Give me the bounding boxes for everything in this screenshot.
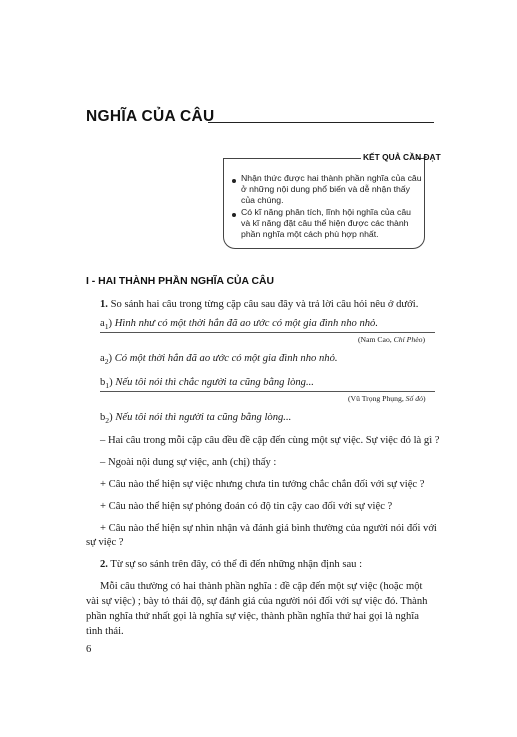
paragraph-line-1: Mỗi câu thường có hai thành phần nghĩa : đề cập đến một sự việc (hoặc một	[100, 581, 423, 592]
example-subscript: 2	[104, 357, 109, 367]
results-box-top-border	[223, 158, 361, 159]
question-1	[100, 298, 418, 312]
title-rule	[208, 122, 434, 123]
question-line-5a: + Câu nào thể hiện sự nhìn nhận và đánh giá bình thường của người nói đối với	[100, 523, 437, 534]
question-2	[100, 558, 362, 572]
question-line-3: + Câu nào thể hiện sự việc nhưng chưa tin tưởng chắc chắn đối với sự việc ?	[100, 479, 425, 490]
source-a1	[358, 335, 425, 344]
bullet-1-line-2: ở những nội dung phổ biến và dễ nhận thấy	[241, 184, 410, 194]
question-line-4: + Câu nào thể hiện sự phỏng đoán có độ tin cậy cao đối với sự việc ?	[100, 501, 393, 512]
source-author: (Nam Cao,	[358, 335, 394, 344]
question-1-number: 1.	[100, 299, 108, 310]
example-label: a	[100, 353, 105, 364]
bullet-2-line-3: phần nghĩa một cách phù hợp nhất.	[241, 229, 379, 239]
example-a1-underline	[100, 332, 435, 333]
question-line-5b: sự việc ?	[86, 537, 124, 548]
source-b1	[348, 394, 426, 403]
example-label: b	[100, 412, 106, 423]
example-subscript: 1	[105, 381, 110, 391]
bullet-2-line-2: và kĩ năng đặt câu thể hiện được các thành	[241, 218, 409, 228]
bullet-icon	[232, 179, 236, 183]
source-author: (Vũ Trọng Phụng,	[348, 394, 406, 403]
paragraph-line-4: tình thái.	[86, 626, 124, 637]
example-label: b	[100, 377, 106, 388]
results-box-heading: KẾT QUẢ CẦN ĐẠT	[363, 152, 441, 162]
example-subscript: 1	[104, 322, 109, 332]
bullet-1-line-1: Nhận thức được hai thành phần nghĩa của câu	[241, 173, 422, 183]
question-line-1: – Hai câu trong mỗi cặp câu đều đề cập đến cùng một sự việc. Sự việc đó là gì ?	[100, 435, 440, 446]
bullet-1-line-3: của chúng.	[241, 195, 284, 205]
example-a2: $a_2$) Có một thời hắn đã ao ước có một gia đình nho nhỏ.	[100, 353, 338, 367]
source-work: Chí Phèo	[393, 335, 423, 344]
paragraph-line-2: vài sự việc) ; bày tỏ thái độ, sự đánh giá của người nói đối với sự việc đó. Thành	[86, 596, 428, 607]
source-work: Số đỏ	[405, 394, 423, 403]
example-b1-text: Nếu tôi nói thì chắc người ta cũng bằng lòng...	[115, 377, 314, 388]
question-2-text: Từ sự so sánh trên đây, có thể đi đến những nhận định sau :	[110, 559, 363, 570]
page-title: NGHĨA CỦA CÂU	[86, 108, 215, 125]
source-end: )	[422, 394, 426, 403]
question-1-text: So sánh hai câu trong từng cặp câu sau đây và trả lời câu hỏi nêu ở dưới.	[110, 299, 419, 310]
example-a2-text: Có một thời hắn đã ao ước có một gia đình nho nhỏ.	[114, 353, 338, 364]
example-b1-underline	[100, 391, 435, 392]
paragraph-line-3: phần nghĩa thứ nhất gọi là nghĩa sự việc, thành phần nghĩa thứ hai gọi là nghĩa	[86, 611, 419, 622]
bullet-2-line-1: Có kĩ năng phân tích, lĩnh hội nghĩa của câu	[241, 207, 412, 217]
example-a1: $a_1$) Hình như có một thời hắn đã ao ước có một gia đình nho nhỏ.	[100, 318, 379, 332]
example-subscript: 2	[105, 416, 110, 426]
page-number: 6	[86, 644, 92, 655]
example-label: a	[100, 318, 105, 329]
section-heading: I - HAI THÀNH PHẦN NGHĨA CỦA CÂU	[86, 276, 274, 287]
question-line-2: – Ngoài nội dung sự việc, anh (chị) thấy :	[100, 457, 277, 468]
question-2-number: 2.	[100, 559, 108, 570]
example-b2-text: Nếu tôi nói thì người ta cũng bằng lòng...	[115, 412, 292, 423]
source-end: )	[422, 335, 426, 344]
bullet-icon	[232, 213, 236, 217]
example-a1-text: Hình như có một thời hắn đã ao ước có một gia đình nho nhỏ.	[114, 318, 379, 329]
example-b1: $b_1$) Nếu tôi nói thì chắc người ta cũng bằng lòng...	[100, 377, 314, 391]
example-b2: $b_2$) Nếu tôi nói thì người ta cũng bằng lòng...	[100, 412, 292, 426]
